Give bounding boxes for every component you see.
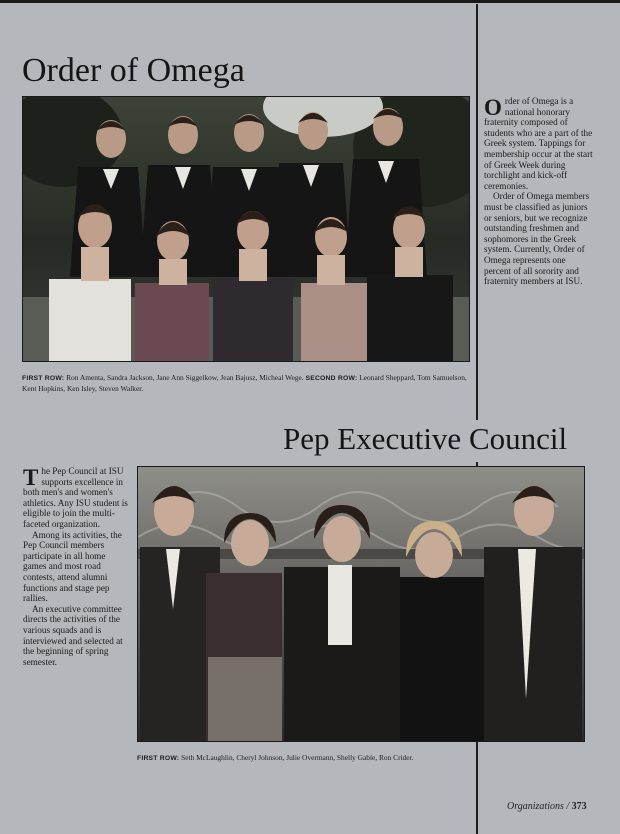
order-of-omega-story bbox=[484, 96, 594, 287]
page-number: 373 bbox=[571, 801, 587, 812]
story-paragraph: rder of Omega is a national honorary fraternity composed of students who are a part of the Greek system. Tappings for membership occur at the start of Greek Week during torchlight and kick-off ceremonies. bbox=[484, 96, 593, 191]
page-footer bbox=[507, 801, 587, 812]
story-paragraph: An executive committee directs the activities of the various squads and is interviewed and selected at the beginning of spring semester. bbox=[23, 603, 123, 667]
caption-row-label: FIRST ROW: bbox=[137, 755, 180, 762]
pep-council-caption bbox=[137, 753, 583, 764]
caption-names: Ron Amenta, Sandra Jackson, Jane Ann Siggelkow, Jean Bajusz, Micheal Wege. bbox=[64, 373, 306, 382]
pep-council-story bbox=[23, 466, 131, 667]
story-paragraph: Among its activities, the Pep Council members participate in all home games and most road contests, attend alumni functions and stage pep rallies. bbox=[23, 529, 122, 604]
order-of-omega-caption bbox=[22, 373, 468, 393]
pep-council-group-photo bbox=[137, 466, 585, 742]
caption-row-label: SECOND ROW: bbox=[305, 375, 358, 382]
story-paragraph: he Pep Council at ISU supports excellence in both men's and women's athletics. Any ISU student is eligible to join the multi-faceted organization. bbox=[23, 466, 128, 529]
caption-names: Seth McLaughlin, Cheryl Johnson, Julie Overmann, Shelly Gable, Ron Crider. bbox=[179, 753, 414, 762]
caption-row-label: FIRST ROW: bbox=[22, 375, 65, 382]
order-of-omega-title: Order of Omega bbox=[22, 52, 245, 89]
pep-executive-council-title: Pep Executive Council bbox=[283, 421, 568, 456]
column-divider-top bbox=[476, 4, 478, 420]
caption-names: Leonard Sheppard, Tom Samuelson, Kent Hopkins, Ken Isley, Steven Walker. bbox=[22, 373, 467, 393]
drop-cap: O bbox=[484, 95, 502, 120]
order-of-omega-group-photo bbox=[22, 96, 470, 362]
drop-cap: T bbox=[23, 465, 39, 490]
story-paragraph: Order of Omega members must be classified as juniors or seniors, but we recognize outstanding freshmen and sophomores in the Greek system. Currently, Order of Omega represents one percent of all sorority and fraternity members at ISU. bbox=[484, 191, 590, 287]
top-border bbox=[0, 0, 620, 3]
footer-section-name: Organizations / bbox=[507, 801, 572, 812]
